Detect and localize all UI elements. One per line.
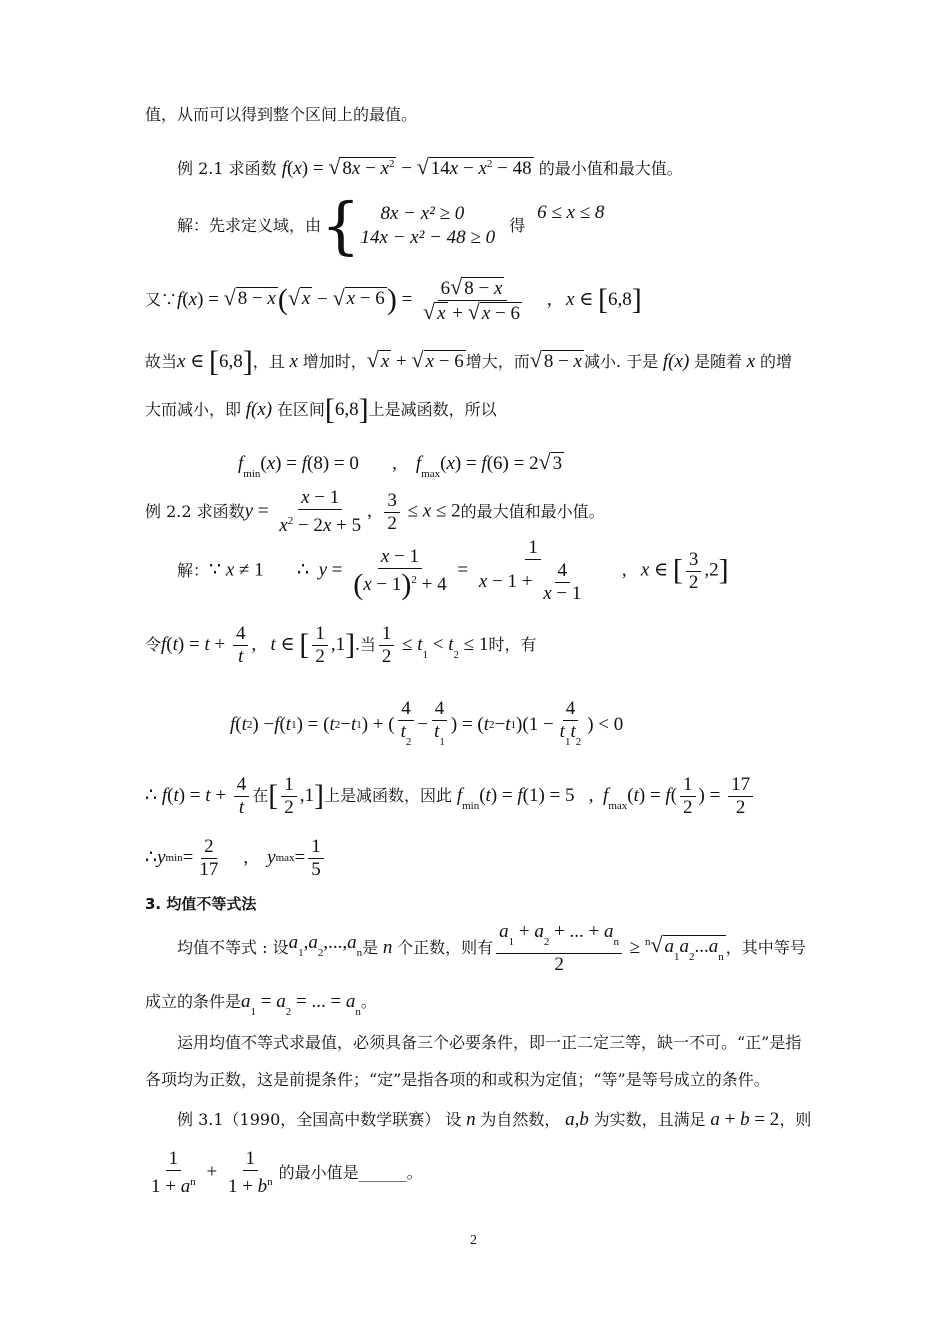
formula-equality: $a_1 = a_2$ = ... = $a_n$	[241, 991, 361, 1018]
text-min-blank: 的最小值是______。	[278, 1163, 423, 1182]
text-qie: ，且	[252, 352, 285, 371]
formula-in-68: x ∈ [6,8]	[177, 345, 253, 378]
text-condition: 成立的条件是	[145, 992, 242, 1011]
text-jianhanshu: 上是减函数，因此	[324, 786, 453, 805]
text-de-zeng: 的增	[759, 352, 792, 371]
text-period: 。	[360, 992, 377, 1011]
text-daer: 大而减小，即	[145, 400, 242, 419]
formula-t1t2: $\frac{1}{2}$ ≤ $t_1 < t_2 \le 1$	[376, 623, 489, 668]
formula-fx: f(x)	[658, 351, 695, 372]
page-number: 2	[470, 1233, 477, 1248]
formula-ymin-ymax: ∴ y min = $\frac{2}{17}$ , y max = $\frac{1}{5}$	[145, 832, 327, 884]
formula-fx2: f(x)	[241, 399, 277, 420]
example-2-1	[177, 152, 683, 181]
domain-result: 6 ≤ x ≤ 8	[537, 202, 605, 223]
example-2-1-suffix: 的最小值和最大值。	[538, 159, 683, 178]
var-ab: a,b	[560, 1109, 594, 1130]
formula-sum-frac: $\frac{1}{1 + a^n}$ + $\frac{1}{1 + b^n}$	[151, 1148, 273, 1197]
formula-sol22: ∵ x ≠ 1 ∴ y = $\frac{x - 1}{(x - 1)^2 + 4}$ = 1 x − 1 + $\frac{4}{x - 1}$ , x ∈ [ $\frac{3}{2}$ ,2]	[209, 537, 729, 604]
text-gu: 故当	[145, 352, 178, 371]
paragraph-use-1: 运用均值不等式求最值，必须具备三个必要条件，即一正二定三等，缺一不可。“正”是指	[177, 1033, 802, 1052]
var-x: x	[284, 351, 303, 372]
formula-min-max-21: $f_{min}(x) = f(8) = 0$ , $f_{max}(x) = f(6) = 2√$ 3	[238, 449, 563, 480]
formula-a-plus-b: a + b = 2	[710, 1109, 780, 1130]
solution-2-2	[177, 533, 729, 609]
get-word: 得	[509, 216, 526, 235]
section-heading-3: 3. 均值不等式法	[145, 895, 257, 913]
formula-interval-t: [ $\frac{1}{2}$ ,1]	[268, 773, 325, 818]
example-3-1	[177, 1108, 811, 1132]
inequality-1: 8x − x² ≥ 0	[380, 203, 465, 224]
formula-ft: f(t) = t + $\frac{4}{t}$ , t ∈ [ $\frac{1}{2}$ ,1].	[161, 622, 360, 667]
text-mean-prefix: 均值不等式 : 设	[177, 938, 289, 957]
text-line-1: 值，从而可以得到整个区间上的最值。	[145, 105, 418, 124]
formula-ft-2: ∴ f(t) = t + $\frac{4}{t}$	[145, 774, 252, 819]
formula-sum-sqrt: √ x + √ x − 6	[366, 347, 464, 372]
solution-2-2-label: 解：	[177, 561, 210, 580]
formula-difference: f ( t 2 ) − f ( t 1 ) = ( t 2 − t 1 ) + ( $\frac{4}{t_2}$ − $\frac{4}{t_1}$ ) = ( t 2 − t 1 )(1 − $\frac{4}{t_1t_2}$ ) < 0	[230, 697, 624, 748]
text-ziranshu: 为自然数，	[480, 1110, 561, 1129]
text-suizhe: 是随着	[694, 352, 743, 371]
text-suoyi: 上是减函数，所以	[368, 400, 497, 419]
text-jianxiao: 减小. 于是	[583, 352, 659, 371]
formula-a-list: $a_1,a_2,...,a_n$	[288, 932, 363, 959]
example-3-1-expression	[145, 1146, 423, 1200]
text-shi: 是	[362, 938, 379, 957]
text-ze: ，则	[779, 1110, 812, 1129]
var-n: n	[378, 937, 398, 958]
because-label: 又∵	[145, 290, 178, 309]
text-dang: 当	[359, 635, 376, 654]
formula-y22: y = $\frac{x - 1}{x^2 - 2x + 5}$ , $\frac{3}{2}$ ≤ x ≤ 2	[244, 487, 461, 536]
formula-sqrt-8x: √ 8 − x	[529, 347, 582, 372]
inequality-2: 14x − x² − 48 ≥ 0	[360, 227, 496, 248]
text-zengda: 增大，而	[465, 352, 530, 371]
equality-condition-line	[145, 990, 377, 1024]
conclusion-line	[145, 768, 756, 824]
brace-symbol: {	[321, 189, 361, 262]
mean-inequality-line	[177, 920, 806, 976]
monotone-line	[145, 345, 792, 378]
formula-rewrite: f(x) = √ 8 − x(√ x − √ x − 6) = $\frac{6√ 8 - x}{√ x + √ x - 6}$ , x ∈ [6,8]	[177, 273, 642, 324]
formula-fmin-fmax-t: $f_{min}(t) = f(1) = 5$ , $f_{max}(t) = f$( $\frac{1}{2}$ ) = $\frac{17}{2}$	[452, 774, 756, 819]
solution-2-1	[177, 189, 605, 262]
example-2-2-suffix: 的最大值和最小值。	[460, 502, 605, 521]
formula-interval: [6,8]	[324, 393, 369, 426]
text-zengjia: 增加时，	[302, 352, 367, 371]
example-2-2	[145, 485, 605, 539]
var-n2: n	[461, 1109, 481, 1130]
text-qizhong: ，其中等号	[725, 938, 806, 957]
rewrite-line	[145, 275, 642, 325]
var-x2: x	[742, 351, 760, 372]
formula-am-gm: $\frac{a_1 + a_2 + ... + a_n}{2}$ ≥ $^n$√ $a_1a_2...a_n$	[493, 921, 726, 976]
inequality-system	[360, 202, 495, 250]
substitution-line	[145, 618, 537, 672]
text-zhengshu: 个正数，则有	[397, 938, 494, 957]
text-shiyou: 时，有	[488, 635, 537, 654]
text-shishu: 为实数，且满足	[593, 1110, 706, 1129]
text-zaiqujian: 在区间	[276, 400, 325, 419]
example-2-2-label: 例 2.2 求函数	[145, 502, 245, 521]
formula-f21: f(x) = √ $8x - x^2$ − √ $14x - x^2 - 48$	[281, 154, 532, 179]
decreasing-line	[145, 393, 497, 426]
example-3-1-label: 例 3.1（1990，全国高中数学联赛） 设	[177, 1110, 462, 1129]
paragraph-use-2: 各项均为正数，这是前提条件；“定”是指各项的和或积为定值；“等”是等号成立的条件。	[145, 1070, 770, 1089]
solution-2-1-label: 解：先求定义域，由	[177, 216, 322, 235]
text-ling: 令	[145, 635, 162, 654]
text-zai: 在	[252, 786, 269, 805]
example-2-1-label: 例 2.1 求函数	[177, 159, 277, 178]
